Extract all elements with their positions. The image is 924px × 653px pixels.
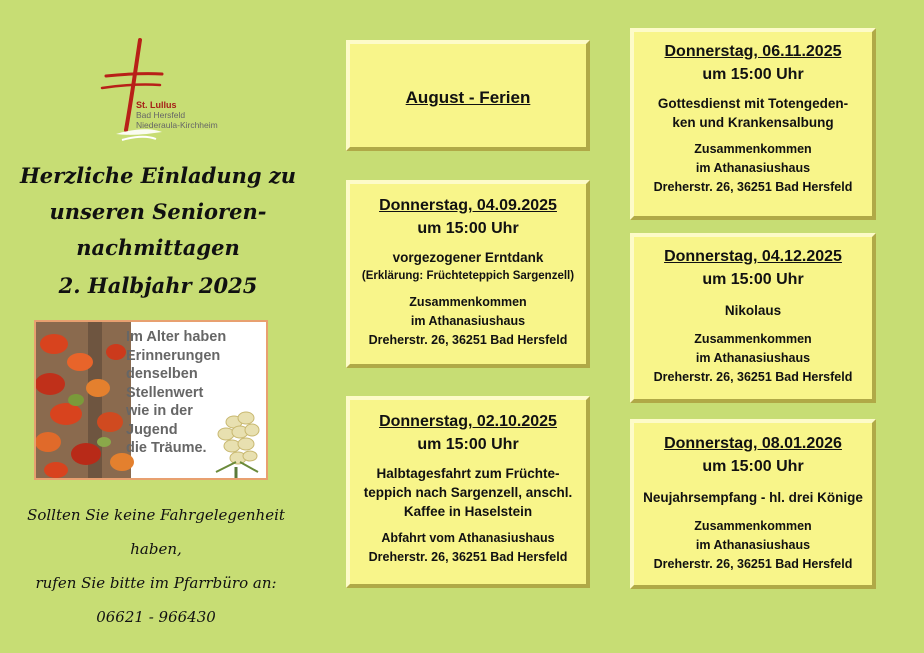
card-description-2: ken und Krankensalbung (672, 115, 834, 130)
quote-photo (34, 320, 268, 480)
card-august (346, 40, 590, 151)
card-description-1: Halbtagesfahrt zum Früchte- (376, 466, 560, 481)
card-time: um 15:00 Uhr (702, 458, 804, 475)
card-place2: im Athanasiushaus (695, 351, 811, 365)
quote-line: Im Alter haben (126, 329, 227, 345)
quote-text (126, 328, 266, 458)
quote-line: denselben (126, 366, 198, 382)
title-line3: nachmittagen (76, 235, 240, 260)
card-place1: Zusammenkommen (409, 295, 527, 309)
card-date: Donnerstag, 02.10.2025 (379, 413, 557, 430)
contact-phone: 06621 - 966430 (96, 608, 216, 626)
card-time: um 15:00 Uhr (702, 66, 804, 83)
quote-line: wie in der (126, 403, 193, 419)
card-place1: Zusammenkommen (694, 142, 812, 156)
card-description: vorgezogener Erntdank (392, 250, 544, 265)
card-december (630, 233, 876, 403)
card-note: (Erklärung: Früchteteppich Sargenzell) (361, 270, 575, 282)
card-place3: Dreherstr. 26, 36251 Bad Hersfeld (653, 557, 853, 571)
quote-line: Erinnerungen (126, 347, 221, 364)
card-time: um 15:00 Uhr (417, 220, 519, 237)
card-place1: Zusammenkommen (694, 519, 812, 533)
card-september (346, 180, 590, 368)
logo-line3: Niederaula-Kirchheim (136, 120, 218, 130)
card-description: Neujahrsempfang - hl. drei Könige (643, 490, 863, 505)
title-line4: 2. Halbjahr 2025 (58, 273, 258, 298)
card-place3: Dreherstr. 26, 36251 Bad Hersfeld (368, 333, 568, 347)
quote-line: Stellenwert (126, 384, 204, 401)
logo-name: St. Lullus (136, 100, 177, 110)
card-date: Donnerstag, 08.01.2026 (664, 435, 842, 452)
card-august-label: August - Ferien (405, 88, 531, 107)
cross-icon (96, 36, 236, 154)
card-description-1: Gottesdienst mit Totengeden- (657, 96, 849, 111)
card-place1: Abfahrt vom Athanasiushaus (381, 531, 555, 545)
quote-line: die Träume. (126, 440, 207, 456)
card-time: um 15:00 Uhr (417, 436, 519, 453)
card-place3: Dreherstr. 26, 36251 Bad Hersfeld (653, 180, 853, 194)
card-place1: Zusammenkommen (694, 332, 812, 346)
card-place2: im Athanasiushaus (695, 161, 811, 175)
card-place2: im Athanasiushaus (410, 314, 526, 328)
card-date: Donnerstag, 04.09.2025 (379, 197, 557, 214)
card-place3: Dreherstr. 26, 36251 Bad Hersfeld (653, 370, 853, 384)
card-place2: Dreherstr. 26, 36251 Bad Hersfeld (368, 550, 568, 564)
card-october (346, 396, 590, 588)
title-line1: Herzliche Einladung zu (19, 163, 297, 188)
card-place2: im Athanasiushaus (695, 538, 811, 552)
parish-logo (96, 36, 236, 154)
card-date: Donnerstag, 06.11.2025 (664, 43, 842, 60)
contact-note (6, 498, 306, 634)
card-description-2: teppich nach Sargenzell, anschl. (363, 485, 573, 500)
card-time: um 15:00 Uhr (702, 271, 804, 288)
card-description-3: Kaffee in Haselstein (403, 504, 533, 519)
logo-text (136, 100, 218, 130)
card-january (630, 419, 876, 589)
title-line2: unseren Senioren- (49, 199, 267, 224)
contact-line2: rufen Sie bitte im Pfarrbüro an: (35, 574, 277, 592)
card-date: Donnerstag, 04.12.2025 (664, 248, 842, 265)
contact-line1: Sollten Sie keine Fahrgelegenheit haben, (27, 506, 285, 558)
card-november (630, 28, 876, 220)
quote-line: Jugend (126, 421, 178, 438)
card-description: Nikolaus (724, 303, 782, 318)
invitation-title (18, 158, 298, 304)
logo-line2: Bad Hersfeld (136, 110, 186, 120)
